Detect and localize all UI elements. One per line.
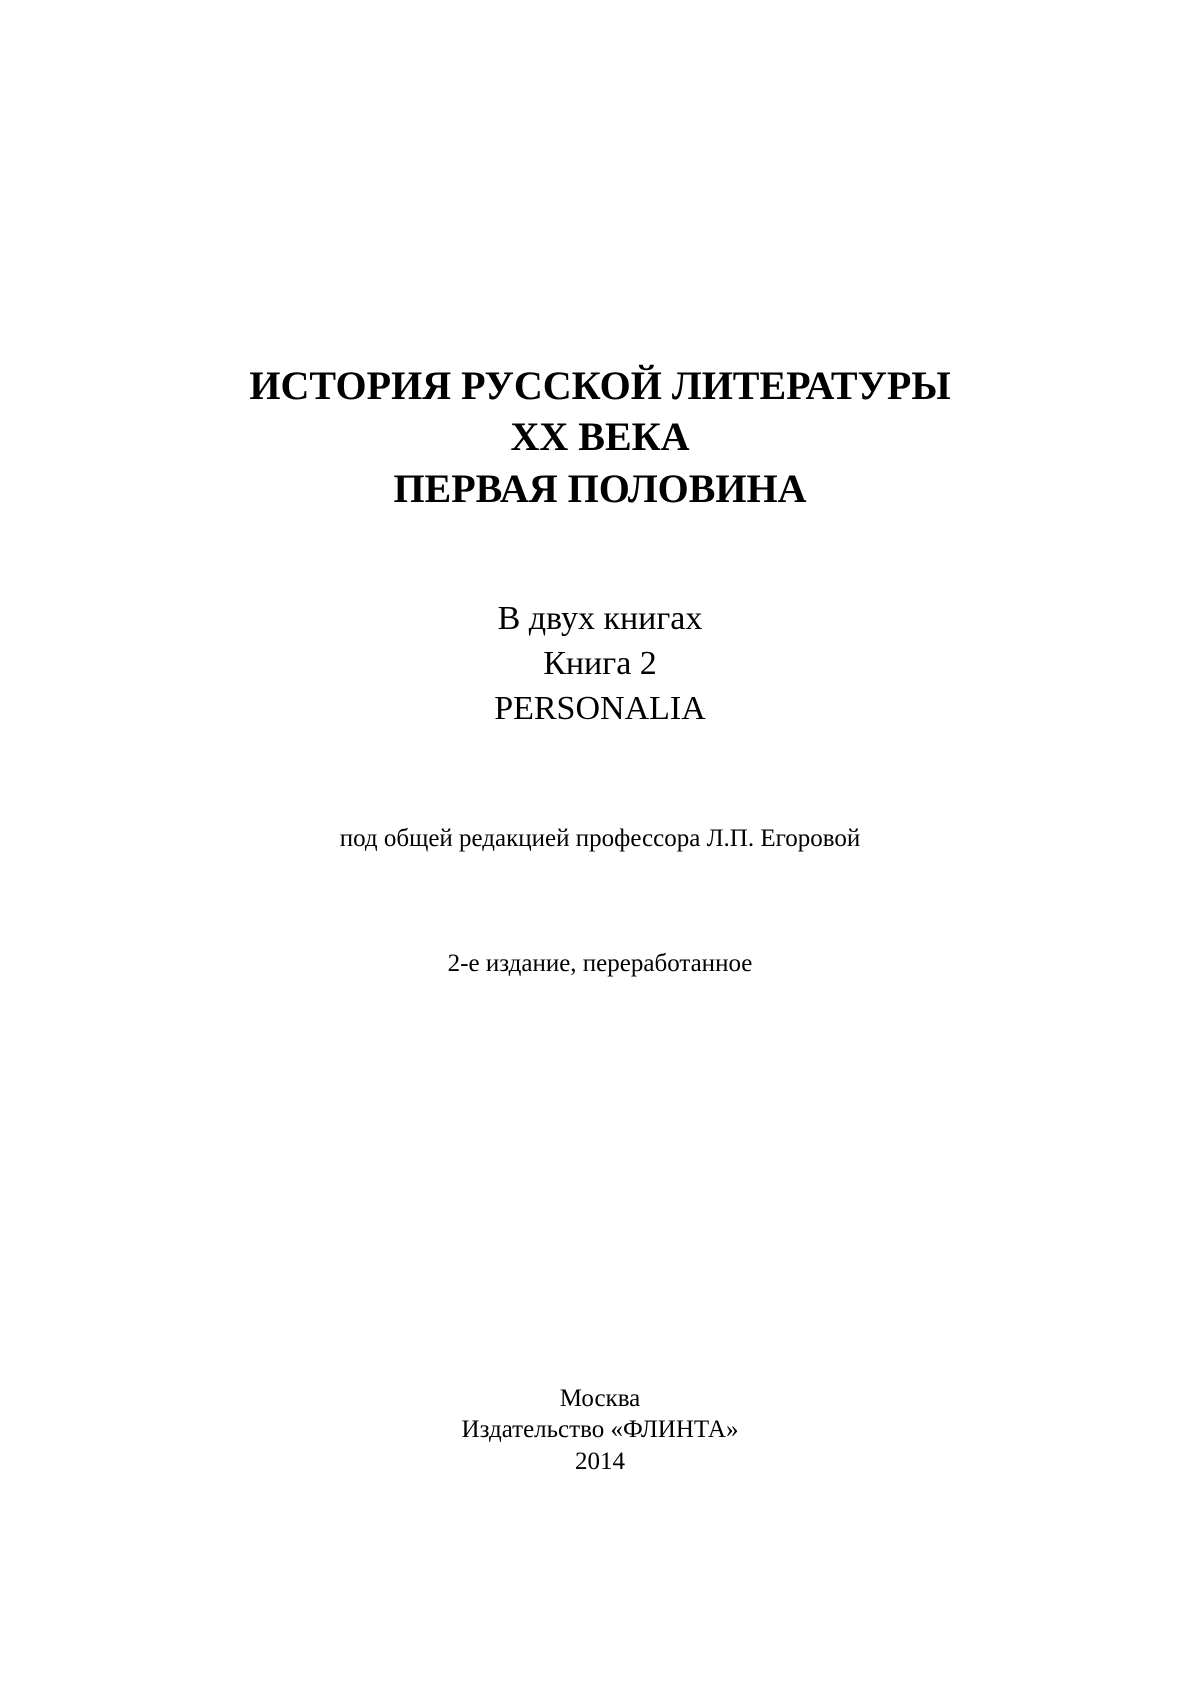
imprint-year: 2014: [575, 1448, 625, 1475]
title-line-1: ИСТОРИЯ РУССКОЙ ЛИТЕРАТУРЫ: [249, 363, 951, 408]
title-line-2: XX ВЕКА: [510, 414, 690, 459]
imprint-publisher: Издательство «ФЛИНТА»: [461, 1416, 739, 1443]
imprint-city: Москва: [559, 1385, 641, 1412]
title-line-3: ПЕРВАЯ ПОЛОВИНА: [393, 466, 807, 511]
subtitle-books: В двух книгах: [497, 600, 703, 637]
edition-line: 2-е издание, переработанное: [447, 950, 753, 977]
subtitle-personalia: PERSONALIA: [494, 690, 706, 727]
editor-line: под общей редакцией профессора Л.П. Егоровой: [339, 825, 861, 852]
subtitle-book-number: Книга 2: [543, 645, 657, 682]
